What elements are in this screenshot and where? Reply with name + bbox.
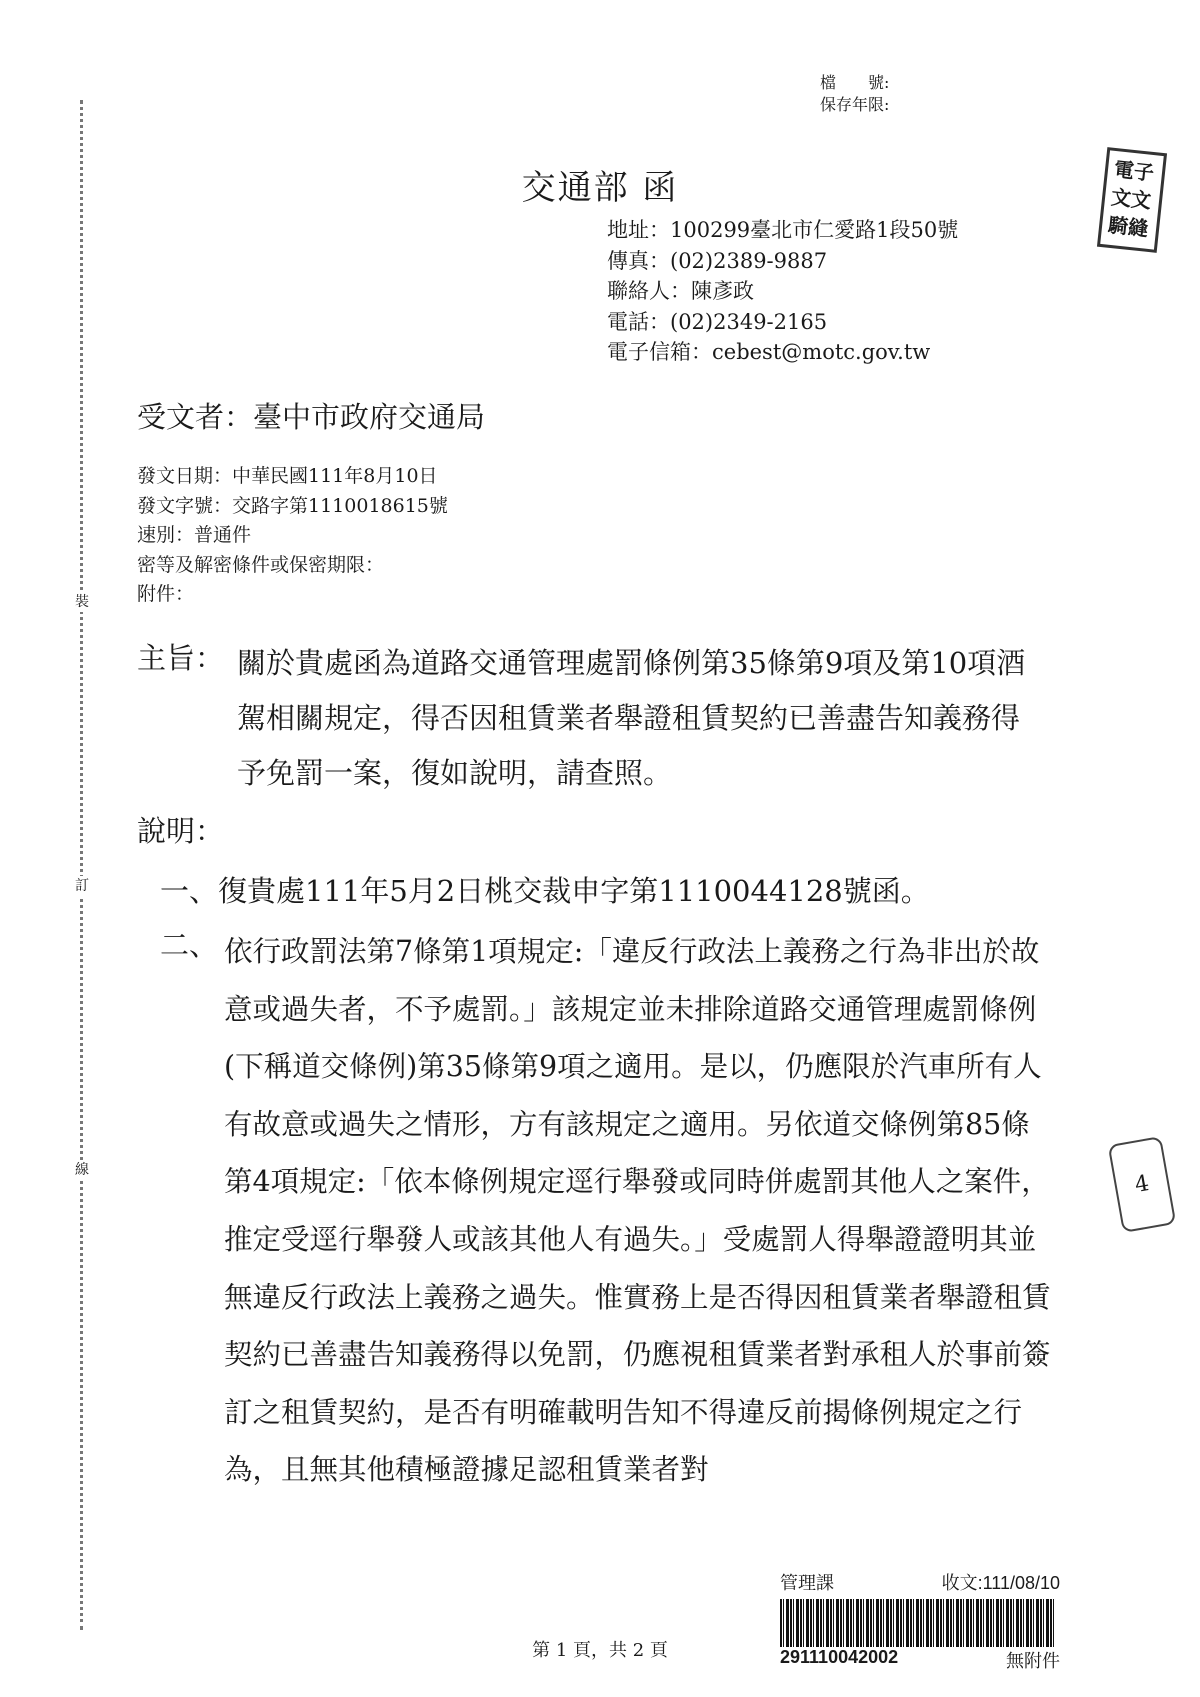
page-seal-mark: 4 xyxy=(1108,1136,1177,1233)
subject-text: 關於貴處函為道路交通管理處罰條例第35條第9項及第10項酒駕相關規定，得否因租賃業者舉證租賃契約已善盡告知義務得予免罰一案，復如說明，請查照。 xyxy=(237,646,1026,790)
file-number: 檔 號: xyxy=(820,73,890,92)
binding-dotted-line xyxy=(80,100,83,1630)
contact-person: 聯絡人：陳彥政 xyxy=(607,279,754,303)
seal-stamp: 電子 文文 騎縫 xyxy=(1097,147,1167,253)
receipt-stamp xyxy=(780,1569,1060,1673)
phone: 電話：(02)2349-2165 xyxy=(607,309,828,334)
fax: 傳真：(02)2389-9887 xyxy=(607,248,828,273)
page-footer: 第 1 頁，共 2 頁 xyxy=(532,1640,668,1661)
filing-info xyxy=(820,72,889,116)
description-item-2-text: 依行政罰法第7條第1項規定:「違反行政法上義務之行為非出於故意或過失者，不予處罰。」該規定並未排除道路交通管理處罰條例(下稱道交條例)第35條第9項之適用。是以，仍應限於汽車所有人有故意或過失之情形，方有該規定之適用。另依道交條例第85條第4項規定:「依本條例規定逕行舉發或同時併處罰其他人之案件，推定受逕行舉發人或該其他人有過失。」受處罰人得舉證證明其並無違反行政法上義務之過失。惟實務上是否得因租賃業者舉證租賃契約已善盡告知義務得以免罰，仍應視租賃業者對承租人於事前簽訂之租賃契約，是否有明確載明告知不得違反前揭條例規定之行為，且無其他積極證據足認租賃業者對 xyxy=(224,935,1051,1487)
issue-date: 發文日期：中華民國111年8月10日 xyxy=(137,465,438,487)
stamp-serial: 291110042002 xyxy=(780,1647,899,1667)
description-item-2-number: 二、 xyxy=(160,928,219,962)
subject-label: 主旨： xyxy=(137,641,225,675)
description-item-1: 一、復貴處111年5月2日桃交裁申字第1110044128號函。 xyxy=(160,874,930,908)
binding-mark-middle: 訂 xyxy=(72,876,92,896)
binding-mark-top: 裝 xyxy=(72,592,92,612)
binding-mark-bottom: 線 xyxy=(72,1160,92,1180)
description-label: 說明： xyxy=(137,814,225,848)
retention-period: 保存年限: xyxy=(820,95,890,114)
stamp-note: 無附件 xyxy=(1006,1651,1060,1671)
contact-block xyxy=(607,215,958,368)
document-title: 交通部 函 xyxy=(521,168,679,208)
stamp-date: 收文:111/08/10 xyxy=(941,1573,1060,1593)
recipient: 受文者：臺中市政府交通局 xyxy=(137,400,486,434)
document-meta xyxy=(137,462,448,610)
reference-number: 發文字號：交路字第1110018615號 xyxy=(137,494,448,517)
barcode-icon xyxy=(780,1599,1055,1647)
stamp-department: 管理課 xyxy=(780,1573,834,1593)
secrecy-level: 密等及解密條件或保密期限： xyxy=(137,553,385,576)
attachment: 附件： xyxy=(137,583,195,605)
email: 電子信箱：cebest@motc.gov.tw xyxy=(607,340,931,364)
speed-class: 速別：普通件 xyxy=(137,524,252,546)
address: 地址：100299臺北市仁愛路1段50號 xyxy=(607,218,959,242)
